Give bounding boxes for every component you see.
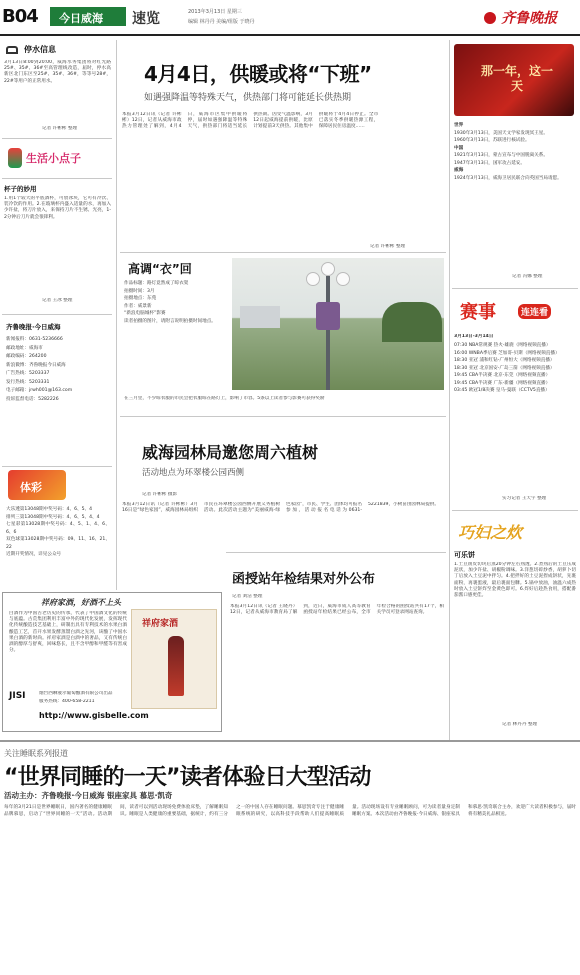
tips-box [452, 514, 578, 738]
liquor-logo: 祥府家酒 [142, 619, 179, 629]
building [240, 306, 280, 328]
sports-item: 07:30 NBA常规赛 热火-雄鹿（网络视频直播） [454, 343, 551, 348]
sports-items [454, 342, 576, 395]
sports-item: 19:45 CBA半决赛 广东-新疆（网络视频直播） [454, 380, 551, 386]
lottery-line: 近期开奖情况，详见公众号 [6, 552, 62, 557]
liquor-phone: 服务热线：400-658-2211 [39, 699, 95, 704]
lottery-line: 七星彩第13028期中奖号码：4、5、1、4、6、6、6 [6, 522, 110, 535]
sleep-body: 每年的3月21日是世界睡眠日，国内著名的健康睡眠品牌慕思，启动了“世界同睡的一天”活动。活动期间，读者可以到活动现场免费体验床垫，了解睡眠知识。睡眠是人类健康的重要基础，据统计，约有三分之一的中国人存在睡眠问题。慕思凯奇专注于健康睡眠系统的研究，以高科技手段帮助人们提高睡眠质量。活动现场设有专业睡眠顾问，可为读者量身定制睡眠方案。本次活动由齐鲁晚报·今日威海、银座家具和慕思·凯奇联合主办，欢迎广大读者积极参与，届时将有精美礼品相送。 [4, 805, 576, 817]
page-number: B04 [2, 6, 38, 27]
lead-subtitle: 如遇强降温等特殊天气，供热部门将可能延长供热期 [144, 93, 352, 103]
divider [0, 740, 580, 742]
tips-banner: 巧妇之炊 [458, 523, 523, 542]
history-item: 威海 [454, 168, 464, 173]
divider [2, 138, 112, 139]
life-sign: 记者 王冰 整理 [42, 298, 73, 303]
liquor-body: 白酒作为中国古老历史的传承，代表了中国酒文化的传统与底蕴。古荒集团利用丰富中外的现代化发展，发挥现代化传统酿造技艺基础上，研制出具有专利技术的水果白酒酿造工艺，首开水果发酵蒸馏白酒之先河，该酿了中国水果白酒的新时尚。祥府家酒是白酒中的奢品，又有传统白酒的醇厚与舒爽，回味悠长，且不含甲醇和甲醛等有害成分。 [9, 611, 127, 654]
photo-line: “新浪电脑城杯”影赛 [124, 311, 166, 316]
history-item: 1924年3月13日，威海卫居民联合向英国当局请愿。 [454, 175, 562, 181]
sleep-kicker: 关注睡眠系列报道 [4, 749, 68, 758]
sports-item: 19:45 CBA半决赛 北京-东莞（网络视频直播） [454, 373, 551, 378]
contact-line: 广告热线：5203337 [6, 371, 50, 376]
sports-item: 03:45 欧冠1/8决赛 皇马-曼联（CCTV5直播） [454, 388, 550, 393]
sports-date: 3月13日-3月14日 [454, 334, 494, 339]
liquor-company: 烟台西聊液尔葡萄酿酒有限公司出品 [39, 691, 113, 696]
history-item: 1930年3月13日，美国天文学家发现冥王星。 [454, 130, 548, 136]
life-title: 生活小点子 [26, 152, 81, 165]
contact-line: 电子邮箱：jrwh001@163.com [6, 388, 73, 393]
column-rule [116, 40, 117, 590]
bottle-icon [168, 636, 184, 696]
sports-banner-sub: 连连看 [518, 304, 551, 319]
tree-subtitle: 活动地点为环翠楼公园西侧 [142, 468, 245, 478]
masthead-rule [0, 34, 580, 36]
sports-sign: 实习记者 王天宇 整理 [502, 496, 547, 501]
lottery-logo [8, 470, 66, 500]
contact-line: 新浪微博：齐鲁晚报今日威海 [6, 362, 66, 368]
contact-line: 邮政地址：威海市 [6, 345, 43, 351]
lottery-line: 大乐透第13048期中奖号码：4、6、5、4 [6, 507, 93, 512]
history-item: 1947年3月13日，国军攻占延安。 [454, 160, 525, 166]
contact-title: 齐鲁晚报·今日威海 [6, 323, 61, 331]
faucet-icon [6, 46, 18, 54]
liquor-ad [2, 592, 222, 732]
history-box [452, 42, 578, 288]
water-sign: 记者 许彬彬 整理 [42, 126, 78, 131]
lottery-line: 排列三第13048期中奖号码：4、6、5、4、4 [6, 514, 100, 520]
tips-body: 1.土豆削皮切块后蒸20分钟左右熟透。2.煮熟后的土豆压成泥状，加少许盐、胡椒粉调味。3.洋葱切碎炒香，胡萝卜切丁后放入土豆泥中拌匀。4.把拌好的土豆泥捏成饼状，先裹面粉，再裹蛋液，最后裹面包糠。5.锅中放油，油温六成热时放入土豆饼炸至金黄色即可。6.炸好后趁热食用，搭配番茄酱口感更佳。 [454, 562, 576, 599]
contact-line: 发行热线：5203331 [6, 379, 50, 385]
sleep-sponsors: 活动主办：齐鲁晚报·今日威海 银座家具 慕思·凯奇 [4, 791, 173, 800]
life-subtitle: 杯子的妙用 [4, 185, 37, 193]
sports-banner-text: 赛事 [460, 302, 496, 323]
tree-story [120, 420, 446, 548]
photo-line: 拍摄时间：3月 [124, 288, 155, 294]
tips-title: 可乐饼 [454, 551, 475, 559]
contact-line: 邮政编码：264200 [6, 354, 47, 359]
water-notice [2, 38, 112, 138]
lottery-line: 双色球第13028期中奖号码：09、11、16、21、22 [6, 537, 110, 550]
right-column [452, 42, 578, 738]
liquor-title: 祥府家酒，好酒不上头 [41, 598, 121, 607]
history-item: 1960年3月13日，苏联进行核试验。 [454, 138, 530, 143]
brand-mark: JISI [9, 691, 26, 701]
section-name: 今日威海 [59, 12, 103, 25]
tree-sign: 记者 许彬彬 摄影 [142, 492, 178, 497]
sleep-title: “世界同睡的一天”读者体验日大型活动 [4, 765, 371, 790]
tips-sign: 记者 林丹丹 整理 [502, 722, 538, 727]
history-banner [454, 44, 574, 116]
date-line: 2013年3月13日 星期三 [188, 9, 242, 15]
history-item: 1921年3月13日，蒙古宣布与中国脱离关系。 [454, 153, 548, 158]
photo-title: 高调“衣”回 [128, 262, 192, 276]
inspection-story [226, 552, 446, 734]
history-item: 世界 [454, 123, 464, 128]
photo-feature [120, 256, 446, 416]
photo-line: 作者：威景新 [124, 303, 152, 309]
masthead [0, 0, 580, 40]
life-tips [2, 142, 112, 314]
paint-icon [8, 148, 22, 168]
sleep-feature [0, 744, 580, 975]
tree-title: 威海园林局邀您周六植树 [142, 443, 319, 462]
trees [382, 302, 442, 342]
history-items [454, 122, 576, 182]
sports-item: 18:30 亚冠 浦和红钻-广州恒大（网络视频直播） [454, 358, 555, 363]
photo-caption: 在三月里，不少晾衣服的市民会把衣服晾在路灯上，影响了市容。5条以上读者参与影赛可获得奖励 [124, 396, 325, 401]
contact-lines [6, 336, 110, 404]
paper-name: 齐鲁晚报 [501, 10, 558, 27]
contact-box [2, 318, 112, 464]
editor-line: 编辑 林丹丹 美编/组版 于晓丹 [188, 19, 255, 25]
divider [2, 314, 112, 315]
lead-sign: 记者 许彬彬 整理 [370, 244, 406, 249]
divider [2, 466, 112, 467]
contact-line: 新闻报料：0631-5236666 [6, 337, 63, 342]
photo-line: 读者拍摄的图片，请附言说明拍摄时间地点。 [124, 318, 216, 324]
lamp-globe [321, 262, 335, 276]
divider [452, 510, 578, 511]
life-body: 1.用1个较大的平底酒杯，可放冰块，它可有冷饮、装冷饮的作用。2.在玻璃杯内盛入适量的水，再加入少许盐，将刀片放入，来保持刀片不生锈、光亮，1-2分钟后刀片就会很锋利。 [4, 196, 111, 220]
sports-item: 16:00 WNBA季后赛 芝加哥-贝斯（网络视频直播） [454, 350, 560, 356]
divider [120, 416, 446, 417]
lamp-globe [306, 272, 320, 286]
sports-banner [456, 294, 574, 326]
lottery-title: 体彩 [20, 481, 42, 494]
inspection-sign: 记者 刘洁 整理 [232, 594, 263, 599]
history-banner-text: 那一年，这一天 [480, 64, 553, 93]
newspaper-logo [484, 7, 557, 28]
contact-line: 投诉监督电话：5282226 [6, 396, 59, 402]
lamp-post [326, 276, 330, 390]
lottery-box [2, 470, 112, 598]
history-item: 中国 [454, 145, 464, 151]
section-tab [50, 7, 126, 26]
lottery-lines [6, 506, 110, 559]
column-rule [449, 40, 450, 740]
photo-lines [124, 280, 228, 325]
lead-body: 本报3月12日讯（记者 许彬彬）12日，记者从威海市政热力管理处了解到，4月4日，威海市区集中供暖将停，届时如遇强降温等特殊天气，供热部门将适当延长供热期。因受气温影响，3月12日起威海提前供暖，比原计划提前3天供热。其他集中供暖将于4月4日停止。全市已落实冬季供暖热源工程，保障居民住房温度…… [122, 112, 379, 130]
divider [120, 252, 446, 253]
sports-item: 18:30 亚冠 北京国安-广岛三箭（网络视频直播） [454, 365, 555, 371]
column-name: 速览 [132, 11, 160, 27]
divider [226, 552, 446, 553]
flame-icon [484, 12, 496, 24]
photo-line: 作品标题：路灯竟然成了晾衣架 [124, 281, 189, 286]
lead-title: 4月4日，供暖或将“下班” [144, 62, 372, 86]
clothes [316, 302, 340, 330]
liquor-url[interactable]: http://www.gisbelle.com [39, 711, 149, 720]
divider [452, 288, 578, 289]
sports-box [452, 292, 578, 508]
inspection-title: 函授站年检结果对外公布 [232, 572, 376, 587]
tree-body: 本报3月12日讯（记者 许彬彬）3月16日是“绿色家园”，威海园林局组织市民在环翠楼公园西侧开展义务植树活动。此次活动主题为“美丽威海·绿色家园”，市民、学生、团体均可报名参加，活动报名电话为0631-5221839，小树苗由园林局提供。 [122, 502, 439, 514]
lead-story [120, 42, 446, 252]
photo-line: 拍摄地点：东苑 [124, 296, 157, 301]
divider [2, 178, 112, 179]
street-lamp-photo [232, 258, 444, 390]
lamp-globe [336, 272, 350, 286]
water-title: 停水信息 [24, 45, 56, 54]
history-sign: 记者 冯娜 整理 [512, 274, 543, 279]
inspection-body: 本报3月12日讯（记者 王晓丹）12日，记者从威海市教育局了解到，近日，威海市成人高等教育函授站年检结果已经公布，全市年检合格的函授站共有17个，相关学员可登录网站查询。 [230, 604, 444, 616]
water-body: 3月13日8:00到20:00，威海水务集团将对红光路25#、35#、36#至高管理线改造，届时，停水高新区北门东区至25#、35#、36#，等等号28#，22#等用户的正常用水。 [4, 60, 111, 84]
